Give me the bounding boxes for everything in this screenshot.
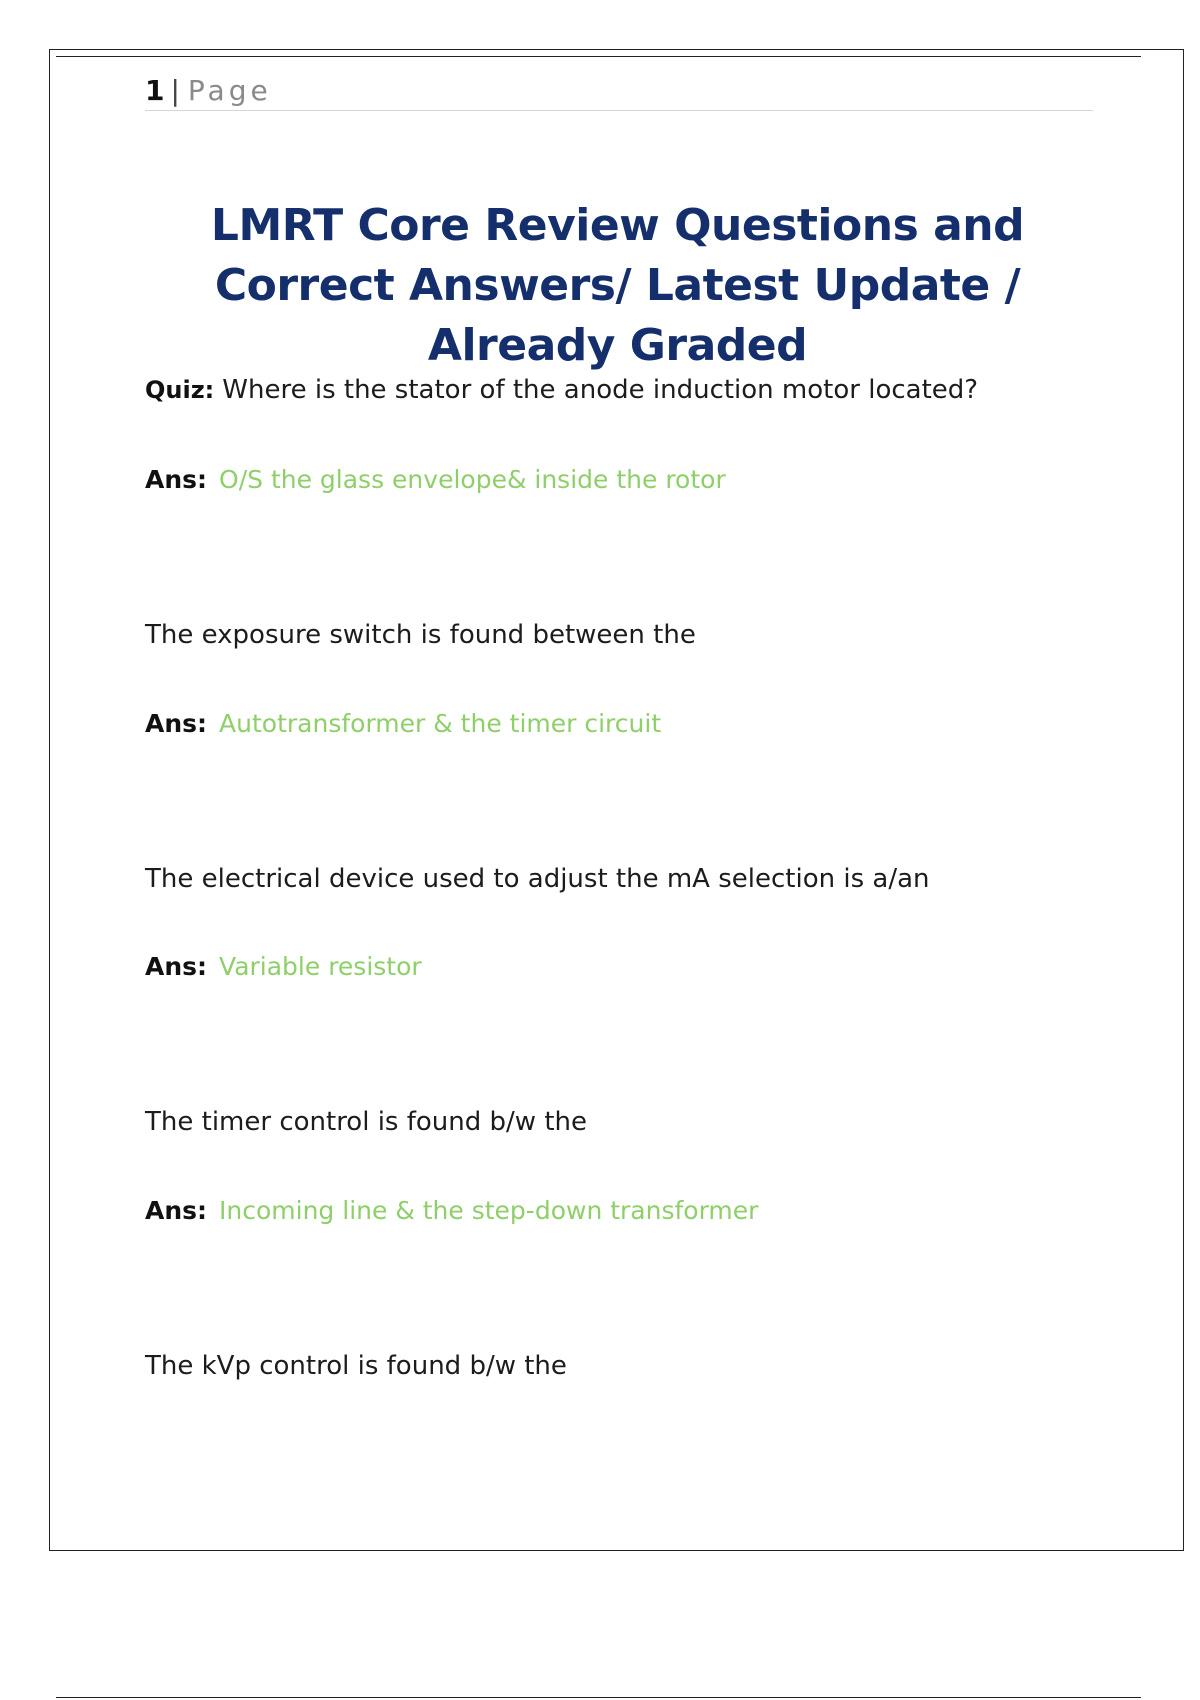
page-header xyxy=(145,72,1093,111)
question-4 xyxy=(145,1104,1125,1140)
answer-label: Ans: xyxy=(145,709,208,738)
answer-3 xyxy=(145,950,1125,984)
answer-text: Variable resistor xyxy=(219,952,422,981)
answer-label: Ans: xyxy=(145,952,208,981)
answer-label: Ans: xyxy=(145,1196,208,1225)
document-title: LMRT Core Review Questions and Correct Answers/ Latest Update / Already Graded xyxy=(210,200,1025,371)
question-text: The exposure switch is found between the xyxy=(145,620,696,650)
question-text: The timer control is found b/w the xyxy=(145,1107,587,1137)
question-text: The electrical device used to adjust the mA selection is a/an xyxy=(145,864,930,894)
answer-4 xyxy=(145,1194,1125,1228)
page-word: Page xyxy=(187,74,272,107)
answer-label: Ans: xyxy=(145,465,208,494)
question-text: The kVp control is found b/w the xyxy=(145,1351,567,1381)
page-number: 1 xyxy=(145,74,165,107)
page-separator: | xyxy=(170,74,180,107)
answer-text: Incoming line & the step-down transformer xyxy=(219,1196,759,1225)
question-2 xyxy=(145,617,1125,653)
answer-text: O/S the glass envelope& inside the rotor xyxy=(219,465,726,494)
answer-1 xyxy=(145,463,1125,497)
quiz-label: Quiz: xyxy=(145,376,215,404)
bottom-rule xyxy=(56,1697,1141,1698)
question-5 xyxy=(145,1348,1125,1384)
question-1 xyxy=(145,372,1125,408)
answer-2 xyxy=(145,707,1125,741)
question-text: Where is the stator of the anode induction motor located? xyxy=(222,375,979,405)
question-3 xyxy=(145,861,1125,897)
answer-text: Autotransformer & the timer circuit xyxy=(219,709,662,738)
